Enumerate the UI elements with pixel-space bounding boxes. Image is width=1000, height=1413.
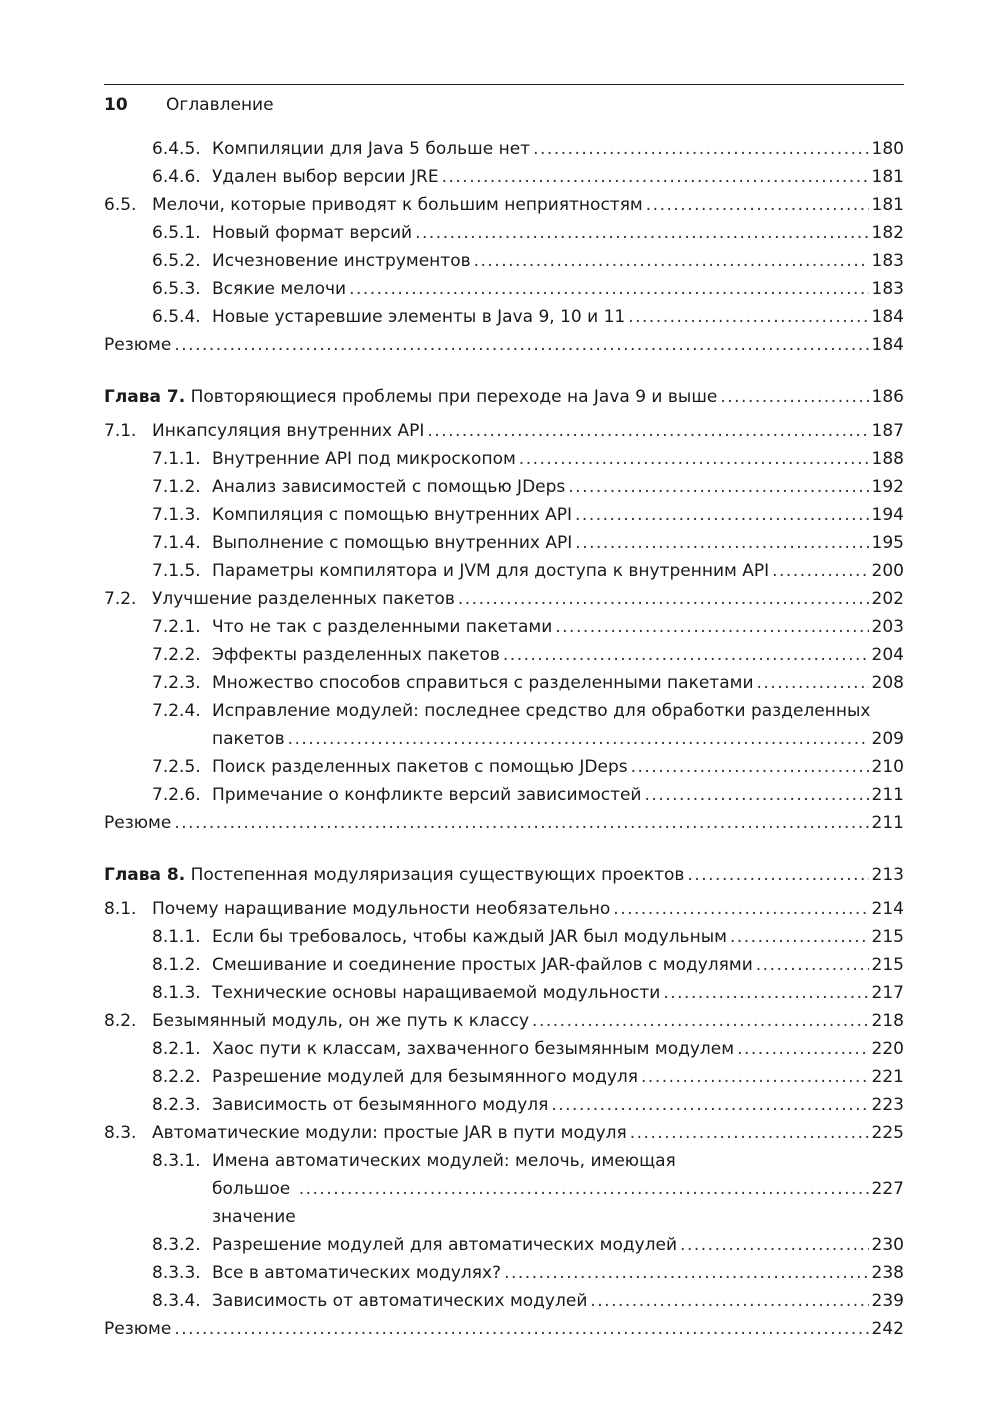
entry-title: Если бы требовалось, чтобы каждый JAR был модульным: [212, 927, 727, 947]
entry-title: Зависимость от автоматических модулей: [212, 1291, 588, 1311]
dot-leader: [427, 417, 868, 445]
dot-leader: [756, 951, 869, 979]
toc-entry-subsection: [104, 781, 904, 809]
page-ref: 182: [871, 223, 904, 243]
toc-entry-subsection: [104, 303, 904, 331]
page-ref: 213: [871, 865, 904, 885]
entry-title: Инкапсуляция внутренних API: [152, 421, 425, 441]
chapter-label: Глава 7.: [104, 387, 186, 407]
entry-number: 8.2.3.: [152, 1095, 201, 1115]
toc-entry-subsection: [104, 613, 904, 641]
toc-entry-subsection: [104, 219, 904, 247]
chapter-title: [104, 861, 684, 889]
entry-number: 7.2.2.: [152, 645, 201, 665]
entry-title: Новые устаревшие элементы в Java 9, 10 и 11: [212, 307, 626, 327]
dot-leader: [644, 781, 868, 809]
dot-leader: [720, 383, 868, 411]
page-ref: 181: [871, 195, 904, 215]
toc-entry-chapter: [104, 861, 904, 889]
toc-entry-subsection: [104, 1063, 904, 1091]
entry-number: 7.2.5.: [152, 757, 201, 777]
entry-number: 7.2.4.: [152, 701, 201, 721]
page-ref: 188: [871, 449, 904, 469]
entry-title: Резюме: [104, 335, 172, 355]
page-ref: 209: [871, 729, 904, 749]
dot-leader: [646, 191, 869, 219]
toc-entry-subsection: [104, 1091, 904, 1119]
dot-leader: [519, 445, 869, 473]
dot-leader: [575, 529, 868, 557]
toc-entry-section: [104, 1119, 904, 1147]
toc-entry-subsection: [104, 529, 904, 557]
entry-title: Что не так с разделенными пакетами: [212, 617, 553, 637]
entry-number: 7.1.: [104, 421, 137, 441]
dot-leader: [568, 473, 868, 501]
entry-title: Смешивание и соединение простых JAR-файлов с модулями: [212, 955, 753, 975]
entry-title: Всякие мелочи: [212, 279, 347, 299]
toc-entry-summary: [104, 1315, 904, 1343]
toc-entry-subsection: [104, 1147, 904, 1231]
toc-entry-subsection: [104, 951, 904, 979]
dot-leader: [641, 1063, 869, 1091]
entry-title: Зависимость от безымянного модуля: [212, 1095, 549, 1115]
toc-entry-subsection: [104, 1231, 904, 1259]
page-ref: 215: [871, 955, 904, 975]
entry-title: Удален выбор версии JRE: [212, 167, 439, 187]
entry-number: 7.1.3.: [152, 505, 201, 525]
entry-title: Хаос пути к классам, захваченного безымянным модулем: [212, 1039, 735, 1059]
entry-number: 7.1.4.: [152, 533, 201, 553]
dot-leader: [590, 1287, 868, 1315]
entry-title: Выполнение с помощью внутренних API: [212, 533, 573, 553]
entry-title: Компиляция с помощью внутренних API: [212, 505, 573, 525]
dot-leader: [757, 669, 869, 697]
entry-number: 7.1.5.: [152, 561, 201, 581]
dot-leader: [772, 557, 868, 585]
page-ref: 215: [871, 927, 904, 947]
toc-entry-subsection: [104, 641, 904, 669]
page-ref: 184: [871, 335, 904, 355]
entry-title-continued: большое значение: [212, 1179, 296, 1227]
section-gap: [104, 359, 904, 371]
dot-leader: [474, 247, 869, 275]
toc-entry-subsection: [104, 445, 904, 473]
entry-number: 8.2.2.: [152, 1067, 201, 1087]
entry-number: 8.3.1.: [152, 1151, 201, 1171]
entry-title: Безымянный модуль, он же путь к классу: [152, 1011, 530, 1031]
page-ref: 187: [871, 421, 904, 441]
toc-entry-subsection: [104, 163, 904, 191]
entry-number: 7.1.2.: [152, 477, 201, 497]
page-ref: 242: [871, 1319, 904, 1339]
toc-entry-subsection: [104, 697, 904, 753]
dot-leader: [504, 1259, 868, 1287]
entry-number: 8.2.: [104, 1011, 137, 1031]
entry-number: 6.5.2.: [152, 251, 201, 271]
entry-title: Исправление модулей: последнее средство для обработки разделенных: [212, 701, 871, 721]
entry-title: Резюме: [104, 1319, 172, 1339]
chapter-label: Глава 8.: [104, 865, 186, 885]
toc-entry-section: [104, 417, 904, 445]
entry-title: Внутренние API под микроскопом: [212, 449, 516, 469]
page-ref: 186: [871, 387, 904, 407]
entry-number: 7.2.1.: [152, 617, 201, 637]
chapter-title-text: Повторяющиеся проблемы при переходе на Java 9 и выше: [190, 387, 718, 407]
page-ref: 202: [871, 589, 904, 609]
page-ref: 223: [871, 1095, 904, 1115]
toc-entry-summary: [104, 331, 904, 359]
toc-entry-section: [104, 585, 904, 613]
page-ref: 225: [871, 1123, 904, 1143]
header-rule: [104, 84, 904, 85]
page-ref: 211: [871, 813, 904, 833]
entry-title: Анализ зависимостей с помощью JDeps: [212, 477, 566, 497]
page-number: 10: [104, 95, 128, 115]
toc-entry-subsection: [104, 1259, 904, 1287]
page-ref: 181: [871, 167, 904, 187]
dot-leader: [174, 331, 868, 359]
entry-number: 7.1.1.: [152, 449, 201, 469]
toc-entry-subsection: [104, 1287, 904, 1315]
entry-title: Параметры компилятора и JVM для доступа к внутренним API: [212, 561, 770, 581]
entry-number: 8.1.2.: [152, 955, 201, 975]
entry-number: 8.1.1.: [152, 927, 201, 947]
entry-title: Исчезновение инструментов: [212, 251, 471, 271]
dot-leader: [415, 219, 868, 247]
entry-title: Новый формат версий: [212, 223, 413, 243]
page-ref: 208: [871, 673, 904, 693]
dot-leader: [174, 809, 868, 837]
entry-title: Разрешение модулей для автоматических модулей: [212, 1235, 678, 1255]
dot-leader: [628, 303, 868, 331]
entry-number: 7.2.3.: [152, 673, 201, 693]
entry-title: Разрешение модулей для безымянного модуля: [212, 1067, 639, 1087]
toc-entry-subsection: [104, 275, 904, 303]
entry-title: Резюме: [104, 813, 172, 833]
chapter-title: [104, 383, 717, 411]
dot-leader: [551, 1091, 868, 1119]
page-ref: 180: [871, 139, 904, 159]
dot-leader: [737, 1035, 868, 1063]
entry-number: 8.3.: [104, 1123, 137, 1143]
running-header: [104, 95, 904, 125]
entry-number: 8.3.2.: [152, 1235, 201, 1255]
entry-number: 7.2.: [104, 589, 137, 609]
toc-entry-section: [104, 1007, 904, 1035]
table-of-contents: [104, 135, 904, 1343]
page-ref: 183: [871, 251, 904, 271]
entry-title: Компиляции для Java 5 больше нет: [212, 139, 531, 159]
page-ref: 203: [871, 617, 904, 637]
page-ref: 210: [871, 757, 904, 777]
toc-entry-subsection: [104, 247, 904, 275]
toc-entry-section: [104, 895, 904, 923]
entry-title: Мелочи, которые приводят к большим неприятностям: [152, 195, 643, 215]
page-ref: 217: [871, 983, 904, 1003]
entry-number: 6.5.4.: [152, 307, 201, 327]
dot-leader: [730, 923, 869, 951]
entry-number: 7.2.6.: [152, 785, 201, 805]
page-ref: 239: [871, 1291, 904, 1311]
toc-entry-section: [104, 191, 904, 219]
page-ref: 184: [871, 307, 904, 327]
dot-leader: [631, 753, 869, 781]
toc-entry-subsection: [104, 923, 904, 951]
page-ref: 220: [871, 1039, 904, 1059]
dot-leader: [680, 1231, 869, 1259]
entry-number: 8.1.3.: [152, 983, 201, 1003]
chapter-title-text: Постепенная модуляризация существующих проектов: [190, 865, 685, 885]
entry-title: Автоматические модули: простые JAR в пути модуля: [152, 1123, 627, 1143]
page-ref: 194: [871, 505, 904, 525]
entry-number: 6.5.1.: [152, 223, 201, 243]
dot-leader: [442, 163, 869, 191]
page-ref: 230: [871, 1235, 904, 1255]
page-ref: 211: [871, 785, 904, 805]
toc-entry-subsection: [104, 753, 904, 781]
page-ref: 192: [871, 477, 904, 497]
entry-title: Эффекты разделенных пакетов: [212, 645, 500, 665]
dot-leader: [533, 135, 868, 163]
page-ref: 204: [871, 645, 904, 665]
entry-number: 8.2.1.: [152, 1039, 201, 1059]
toc-entry-chapter: [104, 383, 904, 411]
toc-entry-subsection: [104, 1035, 904, 1063]
entry-number: 8.3.4.: [152, 1291, 201, 1311]
toc-entry-subsection: [104, 557, 904, 585]
entry-title: Поиск разделенных пакетов с помощью JDeps: [212, 757, 628, 777]
entry-title: Технические основы наращиваемой модульности: [212, 983, 661, 1003]
toc-page: [104, 84, 904, 1343]
toc-entry-subsection: [104, 501, 904, 529]
running-title: Оглавление: [166, 95, 274, 115]
entry-title: Имена автоматических модулей: мелочь, имеющая: [212, 1151, 676, 1171]
dot-leader: [532, 1007, 869, 1035]
page-ref: 218: [871, 1011, 904, 1031]
toc-entry-summary: [104, 809, 904, 837]
dot-leader: [687, 861, 868, 889]
page-ref: 195: [871, 533, 904, 553]
entry-number: 6.5.: [104, 195, 137, 215]
dot-leader: [555, 613, 868, 641]
dot-leader: [503, 641, 869, 669]
entry-number: 6.5.3.: [152, 279, 201, 299]
entry-title: Улучшение разделенных пакетов: [152, 589, 455, 609]
entry-number: 6.4.5.: [152, 139, 201, 159]
dot-leader: [663, 979, 868, 1007]
dot-leader: [630, 1119, 869, 1147]
entry-title: Примечание о конфликте версий зависимостей: [212, 785, 642, 805]
dot-leader: [288, 725, 869, 753]
toc-entry-subsection: [104, 135, 904, 163]
toc-entry-subsection: [104, 979, 904, 1007]
dot-leader: [458, 585, 869, 613]
page-ref: 200: [871, 561, 904, 581]
dot-leader: [349, 275, 868, 303]
entry-title: Множество способов справиться с разделенными пакетами: [212, 673, 754, 693]
dot-leader: [575, 501, 869, 529]
page-ref: 227: [871, 1179, 904, 1199]
section-gap: [104, 837, 904, 849]
dot-leader: [174, 1315, 868, 1343]
entry-number: 6.4.6.: [152, 167, 201, 187]
page-ref: 221: [871, 1067, 904, 1087]
entry-title-continued: пакетов: [212, 729, 285, 749]
entry-number: 8.3.3.: [152, 1263, 201, 1283]
page-ref: 183: [871, 279, 904, 299]
entry-title: Почему наращивание модульности необязательно: [152, 899, 611, 919]
entry-number: 8.1.: [104, 899, 137, 919]
toc-entry-subsection: [104, 669, 904, 697]
dot-leader: [613, 895, 868, 923]
page-ref: 238: [871, 1263, 904, 1283]
dot-leader: [299, 1175, 869, 1203]
toc-entry-subsection: [104, 473, 904, 501]
entry-title: Все в автоматических модулях?: [212, 1263, 502, 1283]
page-ref: 214: [871, 899, 904, 919]
